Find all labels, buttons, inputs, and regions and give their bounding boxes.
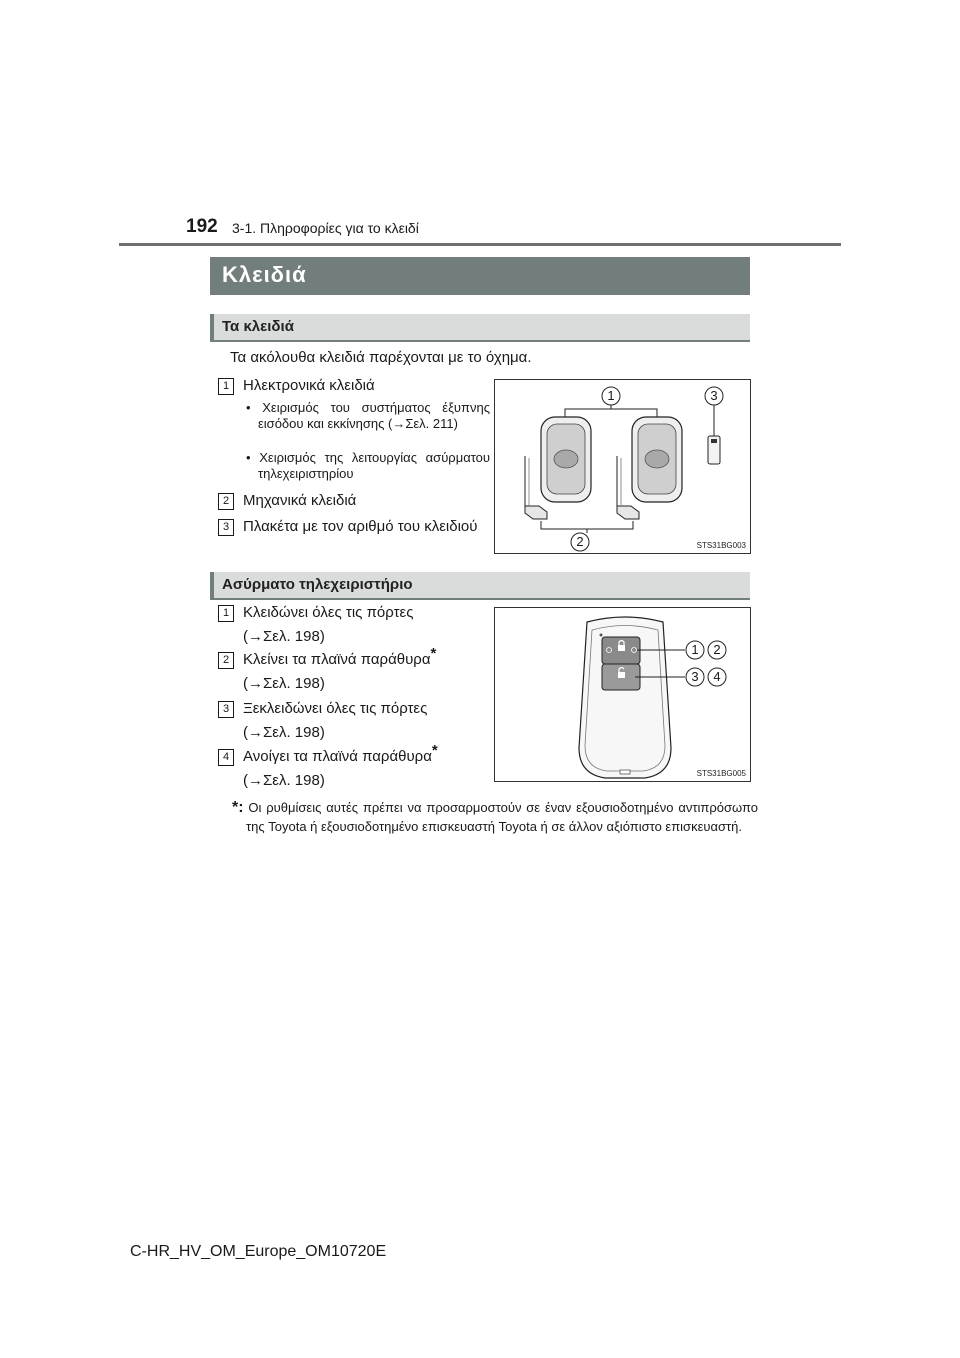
- footnote: [232, 798, 758, 836]
- item-number: 2: [218, 652, 234, 669]
- subheading-keys-label: Τα κλειδιά: [222, 318, 294, 335]
- item-ref: (→Σελ. 198): [243, 628, 325, 645]
- footnote-star: *: [431, 742, 438, 759]
- document-id: C-HR_HV_OM_Europe_OM10720E: [130, 1243, 387, 1260]
- figure-code: STS31BG005: [696, 769, 746, 778]
- item-text: Κλειδώνει όλες τις πόρτες: [243, 604, 414, 621]
- callout-label: 3: [691, 669, 699, 684]
- item-text: Κλείνει τα πλαϊνά παράθυρα: [243, 651, 431, 668]
- remote-illustration: [494, 607, 751, 782]
- footnote-marker: *:: [232, 799, 244, 816]
- footnote-star: *: [430, 645, 437, 662]
- subheading-keys: [210, 314, 750, 342]
- item-ref: (→Σελ. 198): [243, 675, 325, 692]
- chapter-title: 3-1. Πληροφορίες για το κλειδί: [232, 220, 419, 236]
- callout-label: 2: [576, 534, 584, 549]
- item-number: 1: [218, 378, 234, 395]
- figure-code: STS31BG003: [696, 541, 746, 550]
- item-number: 2: [218, 493, 234, 510]
- bullet-item: • Χειρισμός της λειτουργίας ασύρματου τηλεχειριστηρίου: [246, 450, 490, 481]
- callout-label: 2: [713, 642, 721, 657]
- footnote-text: Οι ρυθμίσεις αυτές πρέπει να προσαρμοστούν σε έναν εξουσιοδοτημένο αντιπρόσωπο της Toyota ή εξουσιοδοτημένο επισκευαστή Toyota ή σε άλλον αξιόπιστο επισκευαστή.: [246, 800, 758, 834]
- bullet-item: • Χειρισμός του συστήματος έξυπνης εισόδου και εκκίνησης (→Σελ. 211): [246, 400, 490, 431]
- remote-drawing: [495, 608, 750, 781]
- item-text: Μηχανικά κλειδιά: [243, 492, 357, 509]
- callout-4: [707, 667, 727, 692]
- page-number: 192: [186, 216, 218, 237]
- item-ref: (→Σελ. 198): [243, 724, 325, 741]
- subheading-remote: [210, 572, 750, 600]
- intro-text: Τα ακόλουθα κλειδιά παρέχονται με το όχημα.: [230, 349, 532, 366]
- callout-3: [704, 386, 724, 411]
- item-number: 3: [218, 701, 234, 718]
- item-text: Ξεκλειδώνει όλες τις πόρτες: [243, 700, 428, 717]
- item-text: Ανοίγει τα πλαϊνά παράθυρα: [243, 748, 432, 765]
- item-text-line: [243, 645, 495, 671]
- callout-label: 4: [713, 669, 721, 684]
- subheading-remote-label: Ασύρματο τηλεχειριστήριο: [222, 576, 413, 593]
- section-title-band: [210, 257, 750, 295]
- item-text: Ηλεκτρονικά κλειδιά: [243, 377, 375, 394]
- item-number: 3: [218, 519, 234, 536]
- item-ref: (→Σελ. 198): [243, 772, 325, 789]
- callout-2: [707, 640, 727, 665]
- header-rule: [119, 243, 841, 246]
- callout-label: 3: [710, 388, 718, 403]
- callout-2: [570, 532, 590, 557]
- item-number: 4: [218, 749, 234, 766]
- callout-label: 1: [691, 642, 699, 657]
- item-text: Πλακέτα με τον αριθμό του κλειδιού: [243, 518, 478, 535]
- callout-1: [685, 640, 705, 665]
- item-text-line: [243, 742, 495, 768]
- callout-3: [685, 667, 705, 692]
- item-number: 1: [218, 605, 234, 622]
- keys-illustration: [494, 379, 751, 554]
- section-title: Κλειδιά: [222, 262, 307, 287]
- callout-label: 1: [607, 388, 615, 403]
- callout-1: [601, 386, 621, 411]
